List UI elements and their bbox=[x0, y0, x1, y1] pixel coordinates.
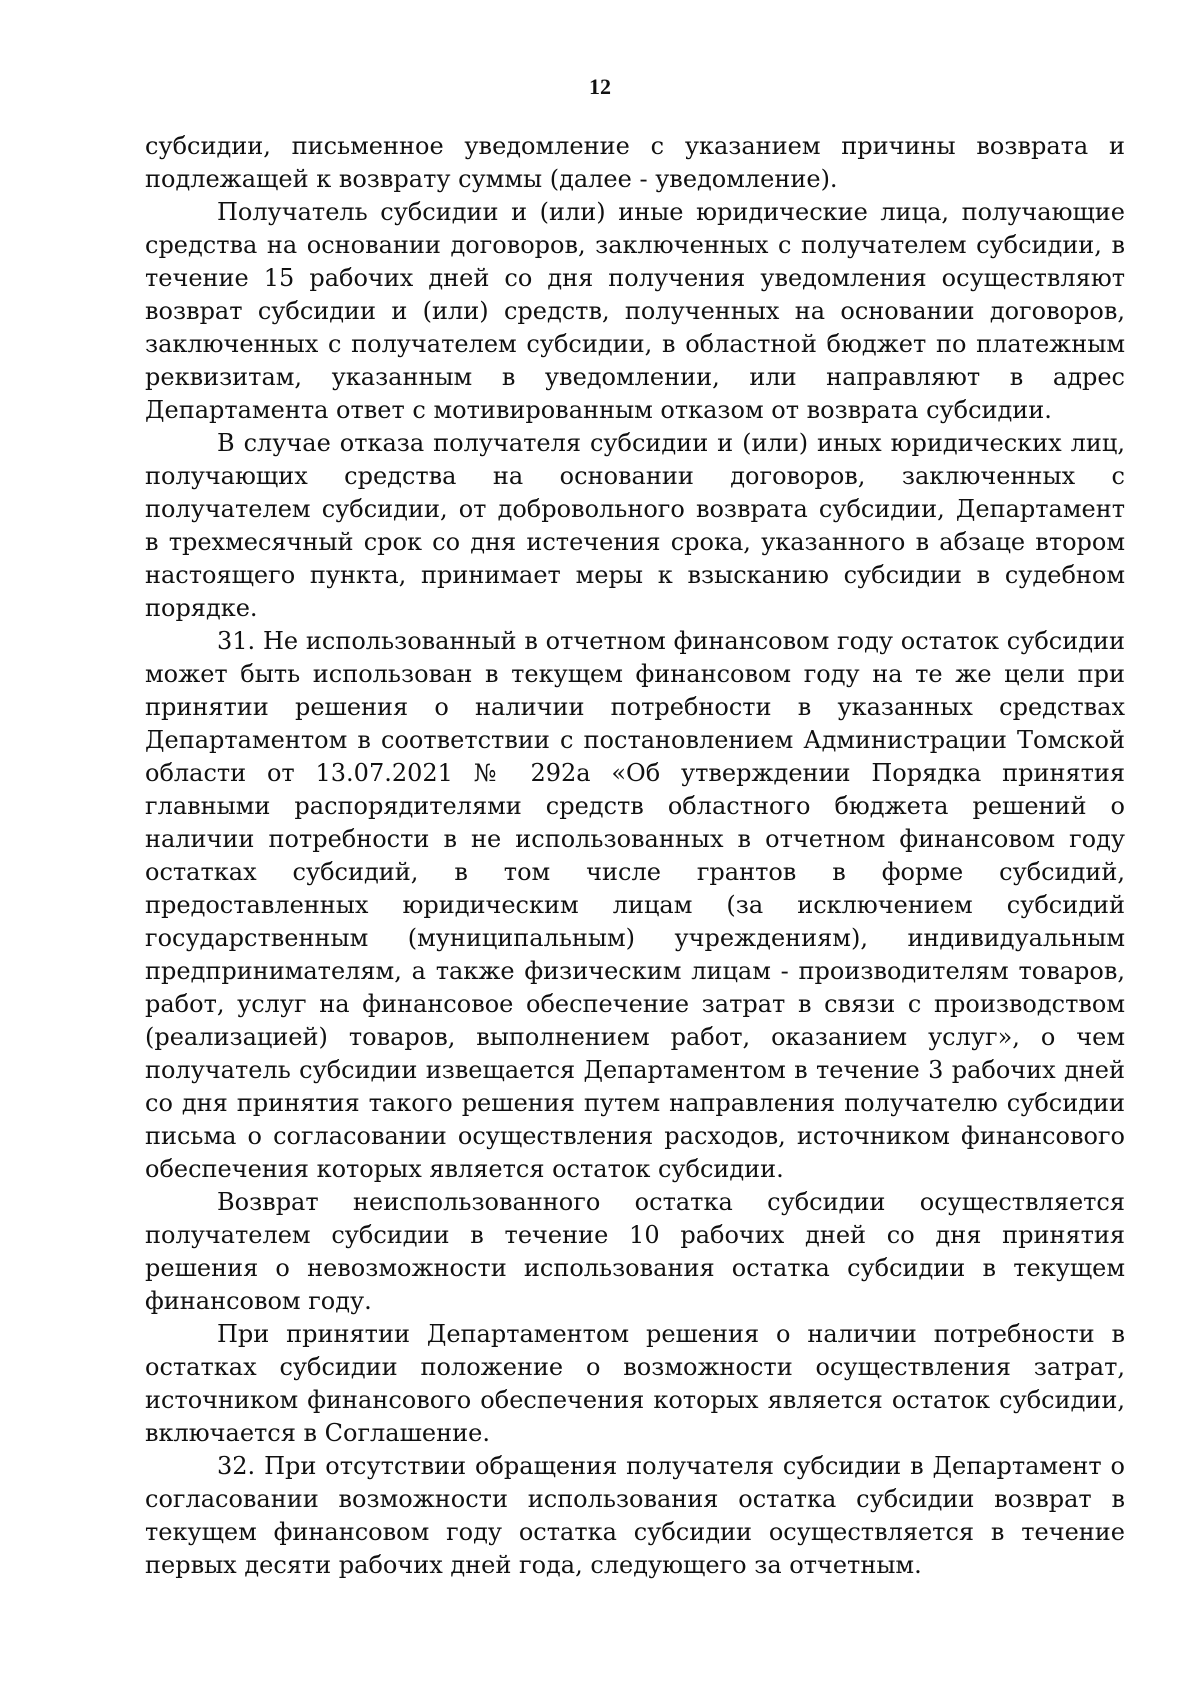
paragraph-unused-balance-refund: Возврат неиспользованного остатка субсидии осуществляется получателем субсидии в течение 10 рабочих дней со дня принятия решения о невозможности использования остатка субсидии в текущем финансовом году. bbox=[145, 1188, 1125, 1315]
paragraph-continuation: субсидии, письменное уведомление с указанием причины возврата и подлежащей к возврату суммы (далее - уведомление). bbox=[145, 132, 1125, 193]
paragraph-item-32: 32. При отсутствии обращения получателя субсидии в Департамент о согласовании возможности использования остатка субсидии возврат в текущем финансовом году остатка субсидии осуществляется в течение первых десяти рабочих дней года, следующего за отчетным. bbox=[145, 1452, 1125, 1579]
document-body bbox=[145, 130, 1125, 1582]
paragraph-refusal-recovery: В случае отказа получателя субсидии и (или) иных юридических лиц, получающих средства на основании договоров, заключенных с получателем субсидии, от добровольного возврата субсидии, Департамент в трехмесячный срок со дня истечения срока, указанного в абзаце втором настоящего пункта, принимает меры к взысканию субсидии в судебном порядке. bbox=[145, 429, 1125, 622]
paragraph-refund-obligation: Получатель субсидии и (или) иные юридические лица, получающие средства на основании договоров, заключенных с получателем субсидии, в течение 15 рабочих дней со дня получения уведомления осуществляют возврат субсидии и (или) средств, полученных на основании договоров, заключенных с получателем субсидии, в областной бюджет по платежным реквизитам, указанным в уведомлении, или направляют в адрес Департамента ответ с мотивированным отказом от возврата субсидии. bbox=[145, 198, 1125, 424]
page-number: 12 bbox=[589, 74, 611, 99]
paragraph-item-31: 31. Не использованный в отчетном финансовом году остаток субсидии может быть использован в текущем финансовом году на те же цели при принятии решения о наличии потребности в указанных средствах Департаментом в соответствии с постановлением Администрации Томской области от 13.07.2021 № 292а «Об утверждении Порядка принятия главными распорядителями средств областного бюджета решений о наличии потребности в не использованных в отчетном финансовом году остатках субсидий, в том числе грантов в форме субсидий, предоставленных юридическим лицам (за исключением субсидий государственным (муниципальным) учреждениям), индивидуальным предпринимателям, а также физическим лицам - производителям товаров, работ, услуг на финансовое обеспечение затрат в связи с производством (реализацией) товаров, выполнением работ, оказанием услуг», о чем получатель субсидии извещается Департаментом в течение 3 рабочих дней со дня принятия такого решения путем направления получателю субсидии письма о согласовании осуществления расходов, источником финансового обеспечения которых является остаток субсидии. bbox=[145, 627, 1125, 1183]
paragraph-agreement-provision: При принятии Департаментом решения о наличии потребности в остатках субсидии положение о возможности осуществления затрат, источником финансового обеспечения которых является остаток субсидии, включается в Соглашение. bbox=[145, 1320, 1125, 1447]
